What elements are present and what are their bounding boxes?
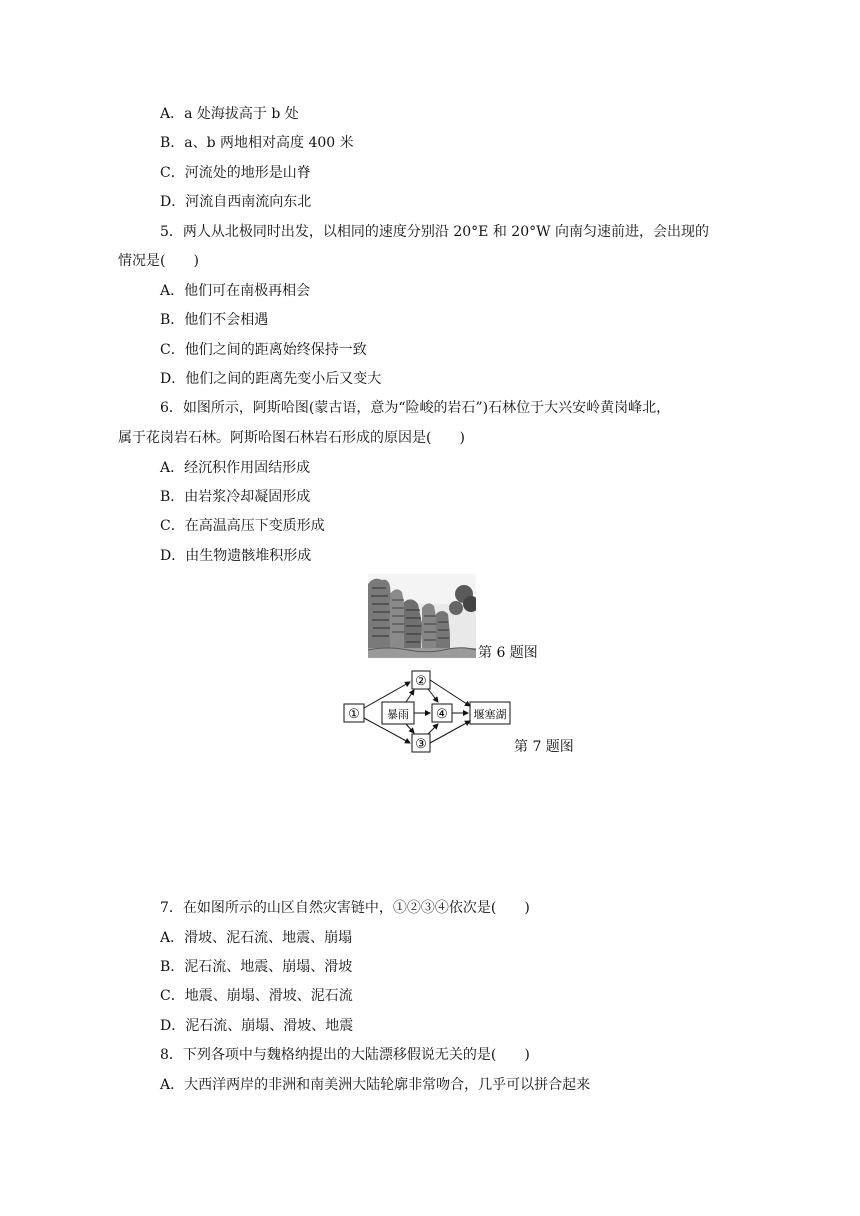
q7-option-b: B．泥石流、地震、崩塌、滑坡	[160, 959, 353, 975]
rain-label: 暴雨	[387, 708, 409, 721]
q6-option-c: C．在高温高压下变质形成	[160, 518, 325, 534]
q5-option-a: A．他们可在南极再相会	[160, 283, 311, 299]
q7-option-c: C．地震、崩塌、滑坡、泥石流	[160, 988, 353, 1004]
arrow-3-to-lake	[430, 721, 470, 743]
q6-option-a: A．经沉积作用固结形成	[160, 460, 311, 476]
q8-option-a: A．大西洋两岸的非洲和南美洲大陆轮廓非常吻合，几乎可以拼合起来	[160, 1077, 591, 1093]
figure-7-caption: 第 7 题图	[514, 739, 574, 755]
q4-option-a: A．a 处海拔高于 b 处	[160, 106, 299, 122]
arrow-3-to-4	[428, 724, 438, 734]
q5-option-c: C．他们之间的距离始终保持一致	[160, 342, 367, 358]
q6-stem-line-2: 属于花岗岩石林。阿斯哈图石林岩石形成的原因是( )	[118, 430, 465, 446]
q6-option-d: D．由生物遗骸堆积形成	[160, 548, 312, 564]
arrow-rain-to-3	[406, 724, 414, 733]
node-4-label: ④	[436, 707, 448, 722]
q5-stem-line-2: 情况是( )	[118, 253, 199, 269]
figure-6-caption: 第 6 题图	[478, 645, 538, 661]
q5-stem-line-1: 5．两人从北极同时出发，以相同的速度分别沿 20°E 和 20°W 向南匀速前进，会出现的	[160, 224, 709, 240]
node-3-label: ③	[415, 737, 427, 752]
lake-label: 堰塞湖	[473, 708, 507, 721]
q7-stem: 7．在如图所示的山区自然灾害链中，①②③④依次是( )	[160, 900, 530, 916]
disaster-chain-diagram	[340, 668, 530, 758]
arrow-2-to-lake	[430, 680, 470, 706]
q4-option-b: B．a、b 两地相对高度 400 米	[160, 135, 354, 151]
q7-option-d: D．泥石流、崩塌、滑坡、地震	[160, 1018, 354, 1034]
stone-forest-photo	[368, 574, 476, 658]
q8-stem: 8．下列各项中与魏格纳提出的大陆漂移假说无关的是( )	[160, 1047, 530, 1063]
arrow-2-to-4	[428, 689, 438, 702]
q6-stem-line-1: 6．如图所示，阿斯哈图(蒙古语，意为“险峻的岩石”)石林位于大兴安岭黄岗峰北，	[160, 400, 671, 416]
q5-option-b: B．他们不会相遇	[160, 312, 269, 328]
q7-option-a: A．滑坡、泥石流、地震、崩塌	[160, 930, 353, 946]
q6-option-b: B．由岩浆冷却凝固形成	[160, 489, 311, 505]
q4-option-d: D．河流自西南流向东北	[160, 194, 312, 210]
q4-option-c: C．河流处的地形是山脊	[160, 165, 311, 181]
node-1-label: ①	[348, 707, 360, 722]
node-2-label: ②	[415, 674, 427, 689]
arrow-rain-to-2	[406, 690, 414, 702]
q5-option-d: D．他们之间的距离先变小后又变大	[160, 371, 382, 387]
